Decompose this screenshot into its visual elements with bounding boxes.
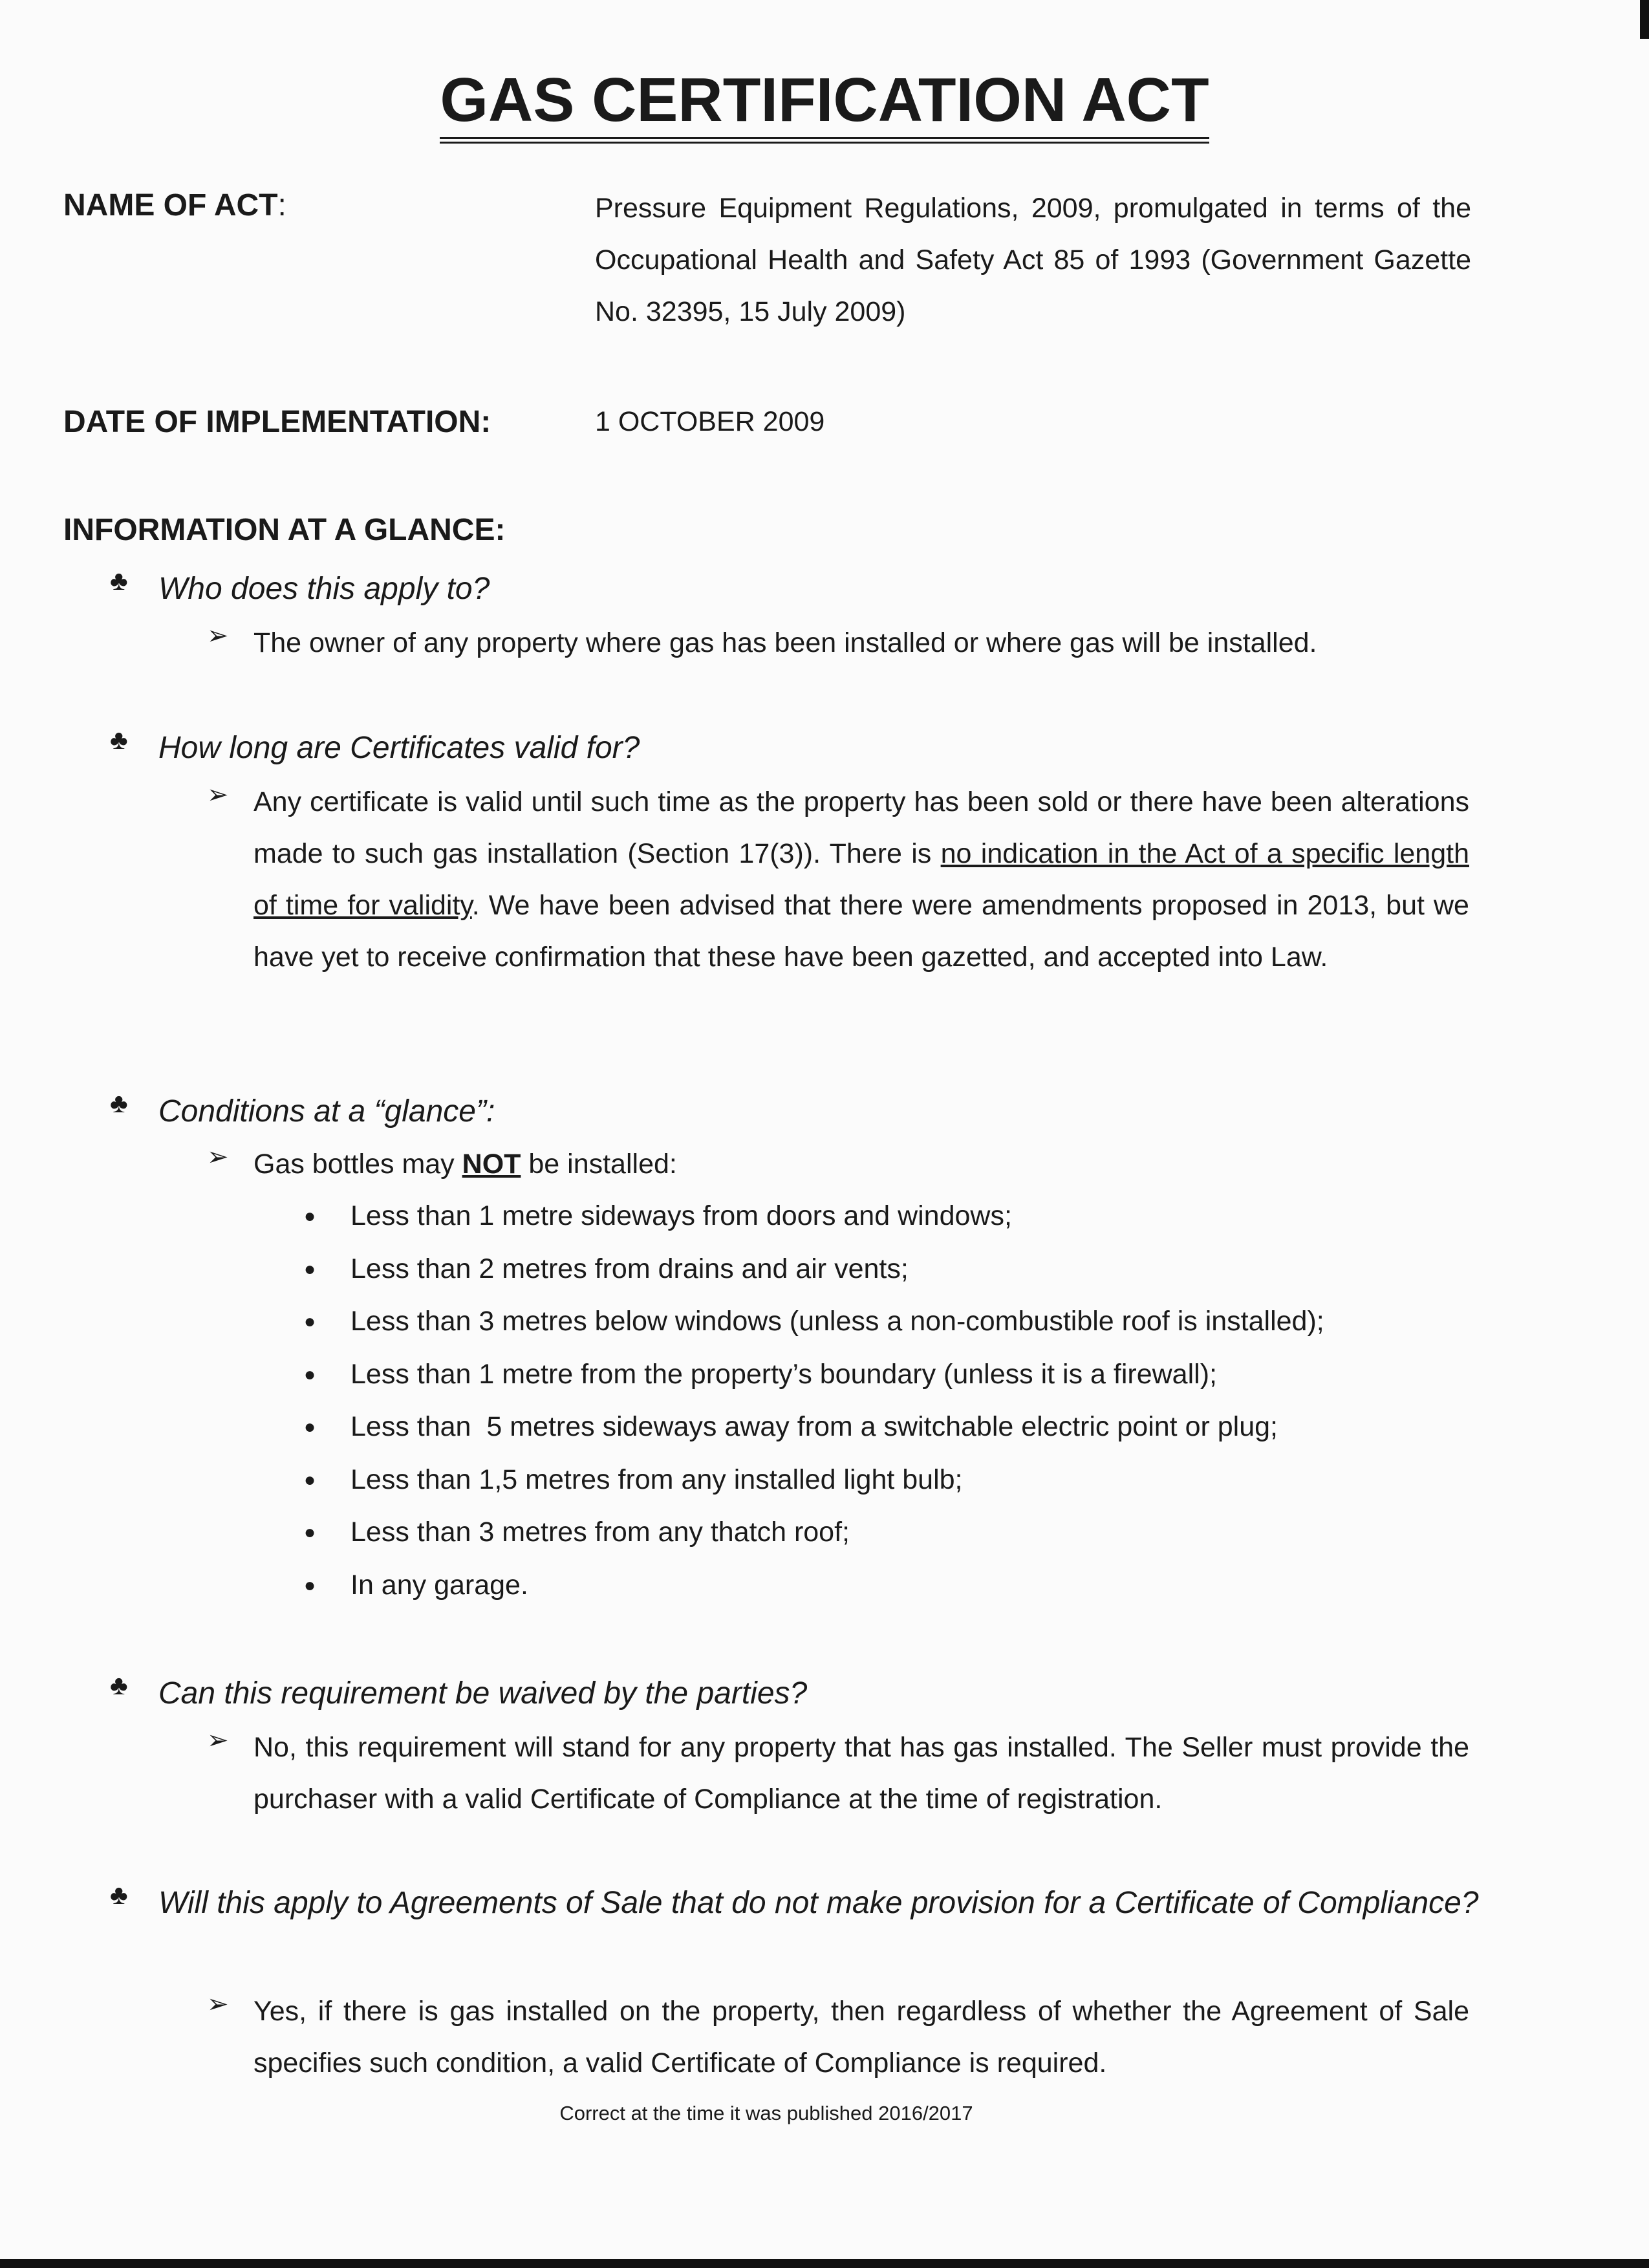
scan-edge-bottom xyxy=(0,2259,1649,2268)
dot-bullet-icon: ● xyxy=(304,1469,316,1491)
arrow-bullet-icon: ➢ xyxy=(207,1726,229,1755)
answer-underlined-text: no indication in the Act of a specific length of time for validity xyxy=(253,838,1469,921)
list-item-text: Less than 1,5 metres from any installed light bulb; xyxy=(350,1463,963,1495)
question-text: Conditions at a “glance”: xyxy=(158,1094,495,1129)
name-of-act-label xyxy=(63,188,286,223)
club-bullet-icon: ♣ xyxy=(110,1088,128,1118)
answer-text: The owner of any property where gas has been installed or where gas will be installed. xyxy=(253,627,1317,658)
answer-agreements xyxy=(207,1985,1469,2089)
document-title xyxy=(0,65,1649,144)
question-who xyxy=(110,561,1516,617)
list-item xyxy=(304,1506,1324,1559)
answer-text-part: Any certificate is valid until such time as the property has been sold or there have been alterations made to such gas installation (Section 17(3)). There is xyxy=(253,786,1469,869)
lead-text-part: be installed: xyxy=(521,1149,677,1180)
question-text: Can this requirement be waived by the parties? xyxy=(158,1676,808,1711)
question-agreements xyxy=(110,1875,1516,1931)
list-item xyxy=(304,1295,1324,1348)
label-colon: : xyxy=(277,188,286,222)
dot-bullet-icon: ● xyxy=(304,1311,316,1332)
question-conditions xyxy=(110,1084,1516,1139)
answer-waiver xyxy=(207,1722,1469,1825)
name-of-act-label-text: NAME OF ACT xyxy=(63,188,278,222)
conditions-list xyxy=(304,1190,1324,1612)
answer-text: No, this requirement will stand for any property that has gas installed. The Seller must provide the purchaser with a valid Certificate of Compliance at the time of registration. xyxy=(253,1732,1469,1815)
list-item xyxy=(304,1243,1324,1296)
dot-bullet-icon: ● xyxy=(304,1574,316,1596)
list-item-text: Less than 1 metre sideways from doors and windows; xyxy=(350,1200,1012,1231)
list-item xyxy=(304,1401,1324,1454)
arrow-bullet-icon: ➢ xyxy=(207,781,229,809)
question-validity xyxy=(110,720,1516,776)
club-bullet-icon: ♣ xyxy=(110,1879,128,1910)
list-item xyxy=(304,1454,1324,1507)
info-heading: INFORMATION AT A GLANCE: xyxy=(63,513,506,547)
list-item-text: Less than 3 metres below windows (unless a non-combustible roof is installed); xyxy=(350,1306,1324,1337)
club-bullet-icon: ♣ xyxy=(110,1670,128,1700)
club-bullet-icon: ♣ xyxy=(110,724,128,755)
list-item-text: Less than 2 metres from drains and air vents; xyxy=(350,1253,909,1284)
answer-who xyxy=(207,617,1469,669)
conditions-lead xyxy=(207,1138,1469,1190)
answer-text: Yes, if there is gas installed on the property, then regardless of whether the Agreement of Sale specifies such condition, a valid Certificate of Compliance is required. xyxy=(253,1996,1469,2079)
question-waiver xyxy=(110,1666,1516,1722)
arrow-bullet-icon: ➢ xyxy=(207,1990,229,2018)
footer-note: Correct at the time it was published 2016/2017 xyxy=(559,2102,973,2124)
dot-bullet-icon: ● xyxy=(304,1205,316,1227)
answer-text-part: . We have been advised that there were amendments proposed in 2013, but we have yet to receive confirmation that these have been gazetted, and accepted into Law. xyxy=(253,890,1469,973)
scan-edge-right xyxy=(1640,0,1649,39)
list-item xyxy=(304,1559,1324,1612)
list-item-text: Less than 5 metres sideways away from a switchable electric point or plug; xyxy=(350,1411,1278,1442)
dot-bullet-icon: ● xyxy=(304,1363,316,1385)
club-bullet-icon: ♣ xyxy=(110,565,128,596)
list-item-text: In any garage. xyxy=(350,1569,528,1601)
title-text: GAS CERTIFICATION ACT xyxy=(440,65,1209,144)
answer-text xyxy=(253,776,1469,983)
answer-text xyxy=(253,1138,1469,1190)
dot-bullet-icon: ● xyxy=(304,1258,316,1280)
name-of-act-value: Pressure Equipment Regulations, 2009, promulgated in terms of the Occupational Health and Safety Act 85 of 1993 (Government Gazette No. 32395, 15 July 2009) xyxy=(595,193,1471,327)
question-text: Who does this apply to? xyxy=(158,572,490,606)
list-item xyxy=(304,1348,1324,1401)
list-item xyxy=(304,1190,1324,1243)
arrow-bullet-icon: ➢ xyxy=(207,1143,229,1171)
lead-emphasis: NOT xyxy=(462,1149,521,1180)
date-of-implementation-value: 1 OCTOBER 2009 xyxy=(595,406,825,437)
date-of-implementation-label: DATE OF IMPLEMENTATION: xyxy=(63,405,491,439)
answer-validity xyxy=(207,776,1469,983)
lead-text-part: Gas bottles may xyxy=(253,1149,462,1180)
dot-bullet-icon: ● xyxy=(304,1416,316,1438)
list-item-text: Less than 3 metres from any thatch roof; xyxy=(350,1517,850,1548)
arrow-bullet-icon: ➢ xyxy=(207,621,229,650)
list-item-text: Less than 1 metre from the property’s boundary (unless it is a firewall); xyxy=(350,1358,1217,1390)
dot-bullet-icon: ● xyxy=(304,1522,316,1543)
question-text: Will this apply to Agreements of Sale that do not make provision for a Certificate of Compliance? xyxy=(158,1886,1479,1920)
question-text: How long are Certificates valid for? xyxy=(158,731,640,765)
